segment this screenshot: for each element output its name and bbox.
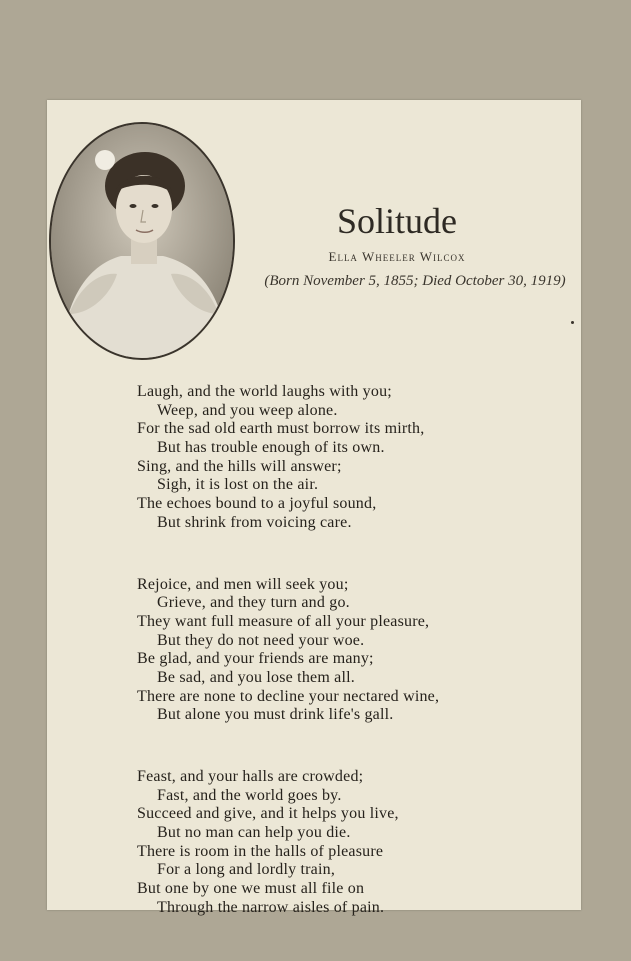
poem-line: But no man can help you die. xyxy=(157,824,351,842)
poem-line: But shrink from voicing care. xyxy=(157,513,352,531)
stanza xyxy=(137,768,557,918)
poem-line: But alone you must drink life's gall. xyxy=(157,706,394,724)
stanza xyxy=(137,576,557,726)
poem-line: There are none to decline your nectared wine, xyxy=(137,687,440,705)
poem-author: Ella Wheeler Wilcox xyxy=(328,249,466,264)
poem-line: Laugh, and the world laughs with you; xyxy=(137,383,392,400)
poem-line: There is room in the halls of pleasure xyxy=(137,842,384,860)
poem-line: Fast, and the world goes by. xyxy=(157,786,342,804)
poem-line: Be sad, and you lose them all. xyxy=(157,668,355,686)
portrait-drawing xyxy=(51,124,233,358)
poem-line: Sing, and the hills will answer; xyxy=(137,457,342,475)
author-dates: (Born November 5, 1855; Died October 30, 1919) xyxy=(264,273,566,289)
poem-line: Weep, and you weep alone. xyxy=(157,401,338,419)
poem-line: The echoes bound to a joyful sound, xyxy=(137,495,377,513)
page-speck xyxy=(571,321,574,324)
poem-line: For the sad old earth must borrow its mirth, xyxy=(137,420,425,438)
book-page xyxy=(47,100,581,916)
poem-line: But has trouble enough of its own. xyxy=(157,439,385,457)
poem-line: Succeed and give, and it helps you live, xyxy=(137,805,399,823)
poem-body xyxy=(137,383,557,961)
poem-line: Rejoice, and men will seek you; xyxy=(137,575,349,593)
poem-line: Through the narrow aisles of pain. xyxy=(157,898,385,916)
poem-line: Be glad, and your friends are many; xyxy=(137,650,374,668)
portrait-photo-icon xyxy=(49,122,235,360)
poem-line: Grieve, and they turn and go. xyxy=(157,594,350,612)
poem-line: For a long and lordly train, xyxy=(157,861,336,879)
stanza xyxy=(137,383,557,533)
poem-title: Solitude xyxy=(336,201,457,241)
poem-line: Sigh, it is lost on the air. xyxy=(157,476,319,494)
poem-line: But one by one we must all file on xyxy=(137,880,365,898)
poem-line: But they do not need your woe. xyxy=(157,631,365,649)
poem-line: Feast, and your halls are crowded; xyxy=(137,768,364,785)
poem-line: They want full measure of all your pleasure, xyxy=(137,612,430,630)
